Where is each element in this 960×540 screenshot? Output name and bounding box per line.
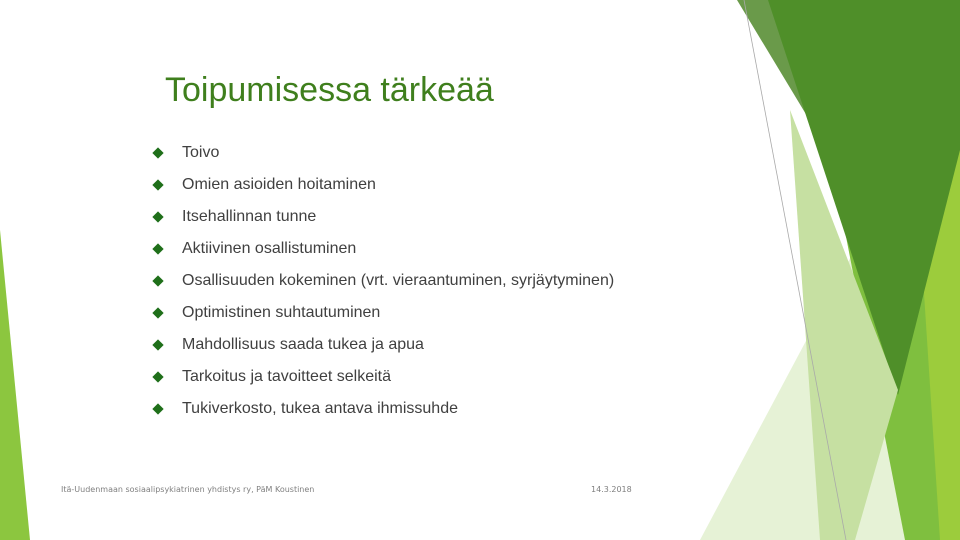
diamond-bullet-icon [152, 243, 163, 254]
diamond-bullet-icon [152, 211, 163, 222]
list-item [152, 169, 614, 201]
left-edge-triangle [0, 230, 30, 540]
list-item [152, 297, 614, 329]
bullet-list [152, 137, 614, 425]
bullet-text: Omien asioiden hoitaminen [182, 176, 376, 193]
diamond-bullet-icon [152, 275, 163, 286]
bullet-text: Aktiivinen osallistuminen [182, 240, 357, 257]
list-item [152, 393, 614, 425]
bullet-text: Tukiverkosto, tukea antava ihmissuhde [182, 400, 458, 417]
list-item [152, 361, 614, 393]
list-item [152, 329, 614, 361]
bullet-text: Osallisuuden kokeminen (vrt. vieraantuminen, syrjäytyminen) [182, 272, 615, 289]
bullet-text: Tarkoitus ja tavoitteet selkeitä [182, 368, 391, 385]
footer-organization: Itä-Uudenmaan sosiaalipsykiatrinen yhdistys ry, PäM Koustinen [61, 485, 315, 494]
diamond-bullet-icon [152, 339, 163, 350]
diamond-bullet-icon [152, 403, 163, 414]
list-item [152, 265, 614, 297]
list-item [152, 233, 614, 265]
bullet-text: Itsehallinnan tunne [182, 208, 317, 225]
bullet-text: Mahdollisuus saada tukea ja apua [182, 336, 424, 353]
diamond-bullet-icon [152, 371, 163, 382]
diamond-bullet-icon [152, 179, 163, 190]
diamond-bullet-icon [152, 307, 163, 318]
footer-date: 14.3.2018 [591, 485, 632, 494]
diamond-bullet-icon [152, 147, 163, 158]
list-item [152, 137, 614, 169]
list-item [152, 201, 614, 233]
bullet-text: Toivo [182, 144, 220, 161]
bullet-text: Optimistinen suhtautuminen [182, 304, 381, 321]
slide-title: Toipumisessa tärkeää [165, 71, 494, 109]
